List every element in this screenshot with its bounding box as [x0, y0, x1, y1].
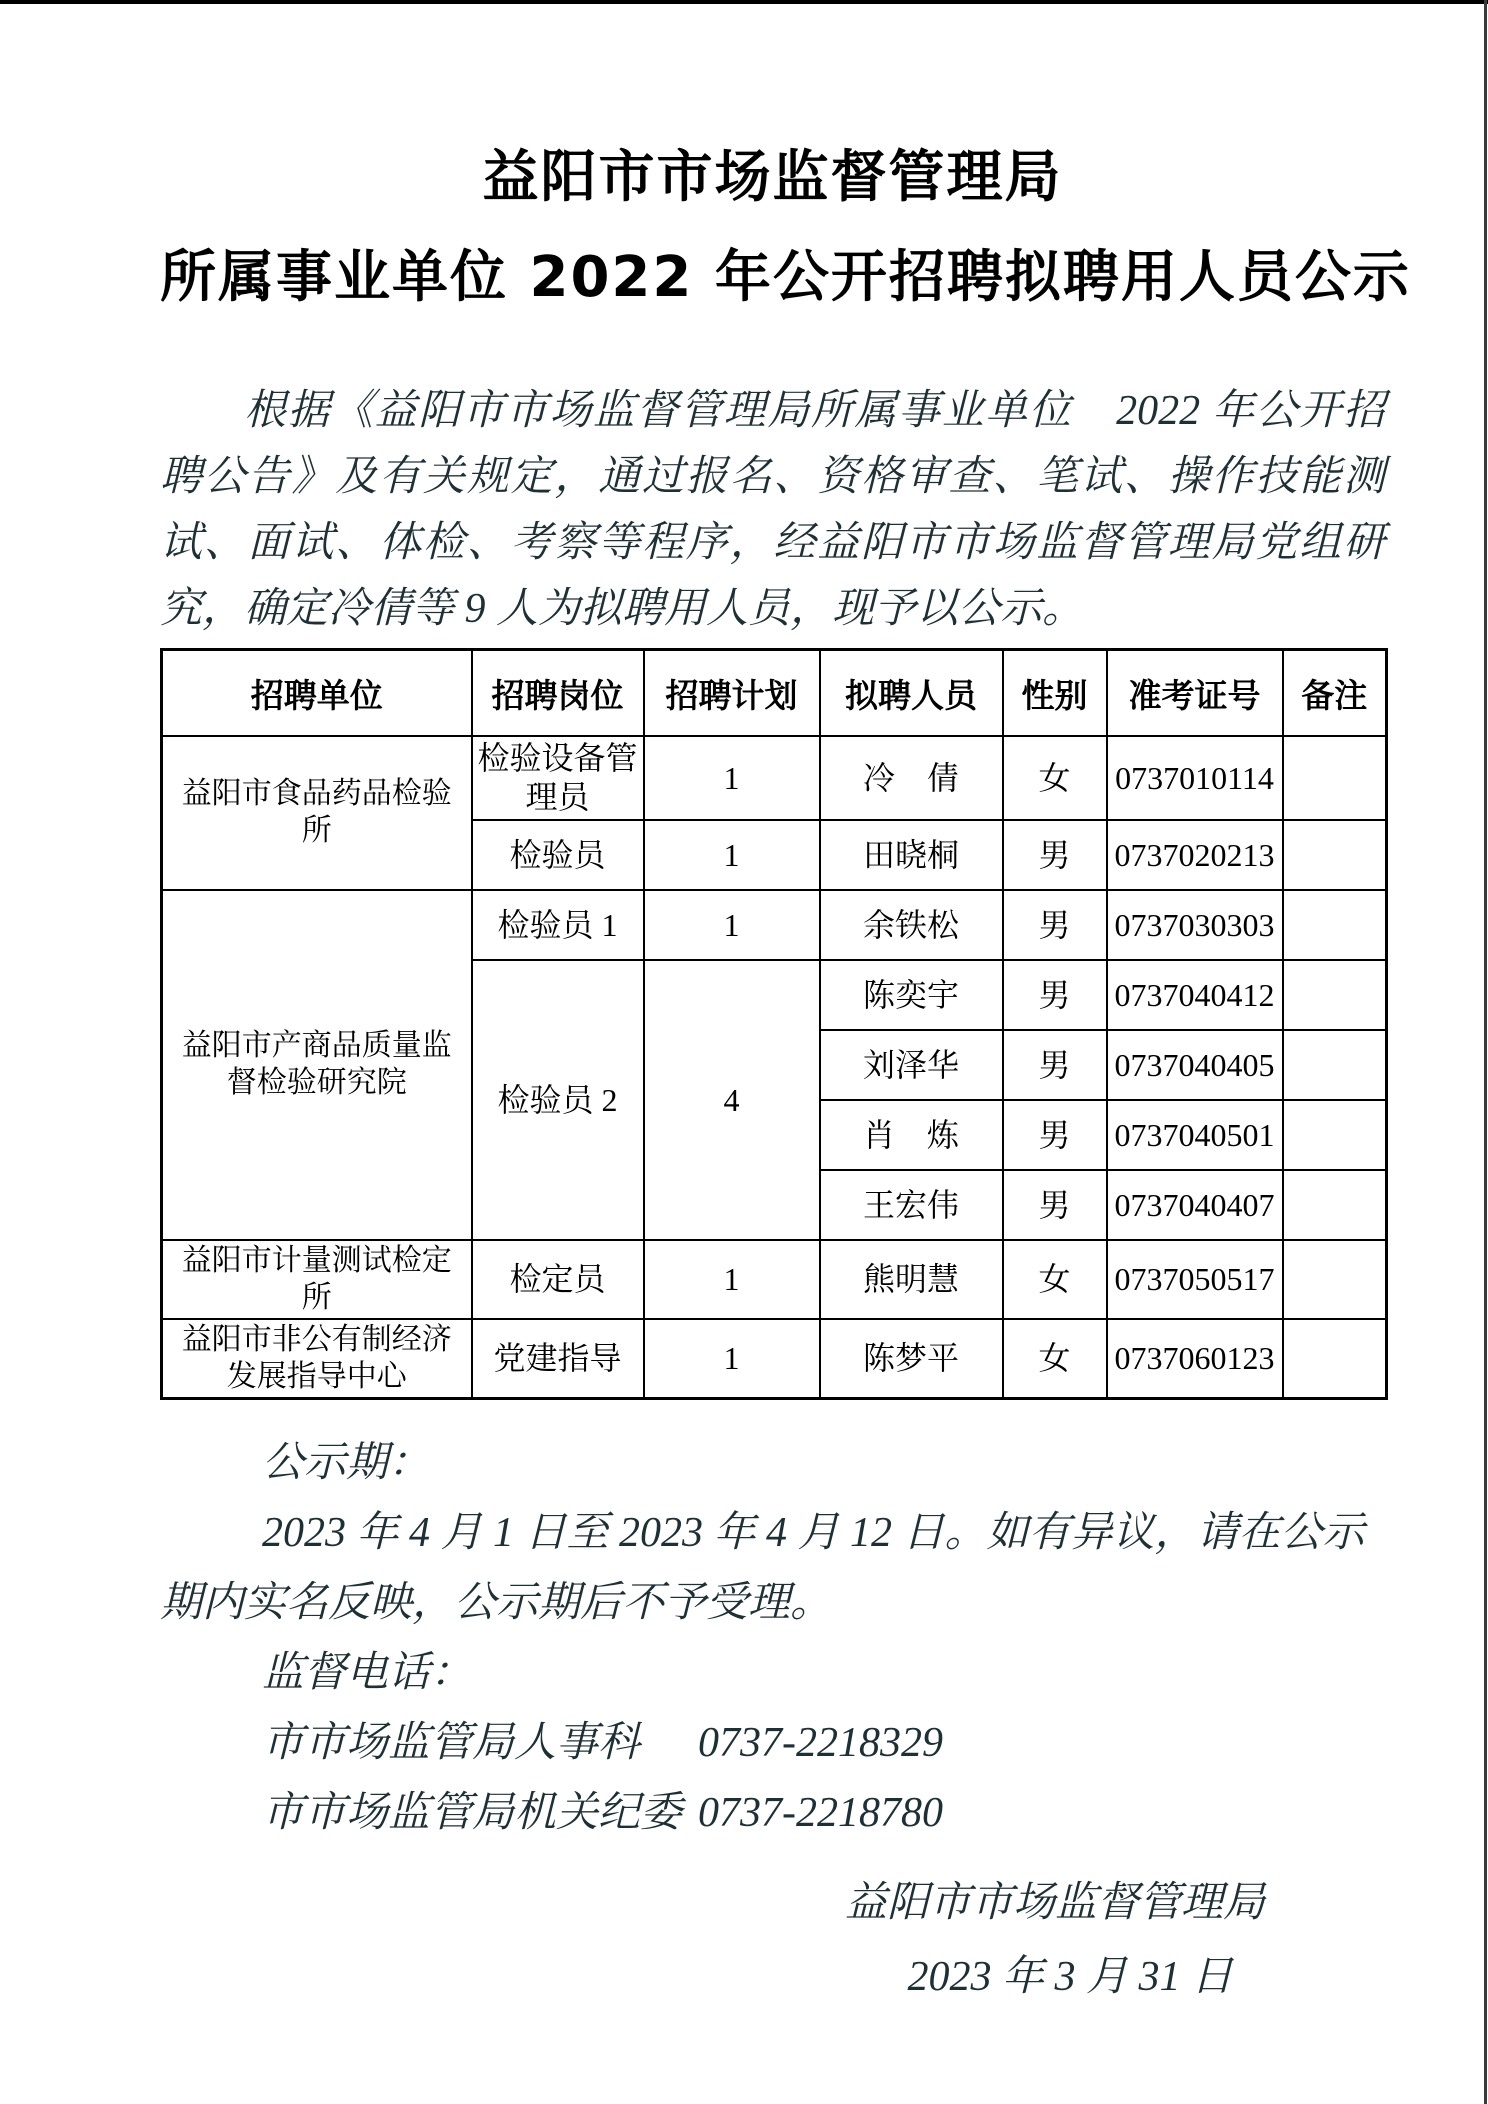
cell-position: 检验员 2 — [472, 960, 644, 1240]
cell-remark — [1283, 820, 1387, 890]
signature-date: 2023 年 3 月 31 日 — [907, 1954, 1233, 2001]
cell-candidate: 田晓桐 — [820, 820, 1003, 890]
cell-candidate: 冷 倩 — [820, 736, 1003, 820]
title-line-1: 益阳市市场监督管理局 — [482, 145, 1063, 210]
cell-unit: 益阳市食品药品检验所 — [162, 736, 472, 890]
cell-remark — [1283, 890, 1387, 960]
cell-ticket-no: 0737020213 — [1107, 820, 1283, 890]
cell-ticket-no: 0737050517 — [1107, 1240, 1283, 1319]
cell-gender: 女 — [1003, 1240, 1107, 1319]
intro-paragraph — [160, 378, 1385, 642]
cell-candidate: 王宏伟 — [820, 1170, 1003, 1240]
cell-remark — [1283, 736, 1387, 820]
header-position: 招聘岗位 — [472, 650, 644, 737]
signature-block — [160, 1866, 1385, 2014]
cell-position: 检验员 — [472, 820, 644, 890]
cell-plan: 1 — [644, 1319, 820, 1399]
cell-gender: 男 — [1003, 1170, 1107, 1240]
cell-plan: 1 — [644, 1240, 820, 1319]
scan-artifact-right-line — [1484, 0, 1487, 2104]
cell-candidate: 肖 炼 — [820, 1100, 1003, 1170]
cell-unit: 益阳市非公有制经济发展指导中心 — [162, 1319, 472, 1399]
phone-number-hr: 0737-2218329 — [698, 1720, 943, 1767]
cell-position: 检定员 — [472, 1240, 644, 1319]
phone-entry-hr — [160, 1708, 1385, 1778]
cell-gender: 女 — [1003, 736, 1107, 820]
phone-number-discipline: 0737-2218780 — [698, 1790, 943, 1837]
cell-plan: 1 — [644, 890, 820, 960]
intro-line: 聘公告》及有关规定，通过报名、资格审查、笔试、操作技能测 — [160, 454, 1385, 500]
notice-section — [160, 1428, 1385, 1848]
notice-period-label: 公示期： — [262, 1440, 431, 1487]
cell-gender: 女 — [1003, 1319, 1107, 1399]
cell-position: 检验设备管理员 — [472, 736, 644, 820]
notice-period-rule: 期内实名反映，公示期后不予受理。 — [160, 1580, 833, 1627]
phone-entry-discipline — [160, 1778, 1385, 1848]
phone-dept-discipline: 市市场监管局机关纪委 — [262, 1790, 683, 1837]
intro-line: 根据《益阳市市场监督管理局所属事业单位 2022 年公开招 — [244, 388, 1385, 434]
table-row — [162, 890, 1387, 960]
recruitment-table — [160, 648, 1388, 1400]
header-candidate: 拟聘人员 — [820, 650, 1003, 737]
cell-ticket-no: 0737040405 — [1107, 1030, 1283, 1100]
table-row — [162, 1240, 1387, 1319]
cell-ticket-no: 0737010114 — [1107, 736, 1283, 820]
cell-ticket-no: 0737040501 — [1107, 1100, 1283, 1170]
cell-ticket-no: 0737040412 — [1107, 960, 1283, 1030]
notice-phone-label: 监督电话： — [262, 1650, 473, 1697]
header-remark: 备注 — [1283, 650, 1387, 737]
cell-remark — [1283, 1030, 1387, 1100]
cell-unit: 益阳市产商品质量监督检验研究院 — [162, 890, 472, 1240]
cell-candidate: 熊明慧 — [820, 1240, 1003, 1319]
cell-plan: 1 — [644, 820, 820, 890]
header-ticket-no: 准考证号 — [1107, 650, 1283, 737]
cell-gender: 男 — [1003, 1030, 1107, 1100]
intro-line: 究，确定冷倩等 9 人为拟聘用人员，现予以公示。 — [160, 586, 1085, 632]
cell-plan: 1 — [644, 736, 820, 820]
cell-remark — [1283, 1170, 1387, 1240]
notice-period-dates: 2023 年 4 月 1 日至 2023 年 4 月 12 日。如有异议，请在公示 — [262, 1510, 1365, 1557]
cell-remark — [1283, 1100, 1387, 1170]
cell-candidate: 余铁松 — [820, 890, 1003, 960]
cell-ticket-no: 0737030303 — [1107, 890, 1283, 960]
cell-position: 党建指导 — [472, 1319, 644, 1399]
table-row — [162, 736, 1387, 820]
cell-remark — [1283, 1240, 1387, 1319]
table-header-row — [162, 650, 1387, 737]
cell-plan: 4 — [644, 960, 820, 1240]
title-line-2: 所属事业单位 2022 年公开招聘拟聘用人员公示 — [160, 245, 1411, 310]
cell-position: 检验员 1 — [472, 890, 644, 960]
cell-gender: 男 — [1003, 1100, 1107, 1170]
cell-ticket-no: 0737060123 — [1107, 1319, 1283, 1399]
cell-candidate: 刘泽华 — [820, 1030, 1003, 1100]
cell-candidate: 陈奕宇 — [820, 960, 1003, 1030]
table-row — [162, 1319, 1387, 1399]
cell-remark — [1283, 960, 1387, 1030]
cell-gender: 男 — [1003, 820, 1107, 890]
document-title — [160, 128, 1411, 328]
header-gender: 性别 — [1003, 650, 1107, 737]
document-content — [160, 0, 1411, 2014]
cell-remark — [1283, 1319, 1387, 1399]
phone-dept-hr: 市市场监管局人事科 — [262, 1720, 641, 1767]
header-plan: 招聘计划 — [644, 650, 820, 737]
signature-org: 益阳市市场监督管理局 — [844, 1880, 1265, 1927]
cell-gender: 男 — [1003, 890, 1107, 960]
cell-candidate: 陈梦平 — [820, 1319, 1003, 1399]
cell-gender: 男 — [1003, 960, 1107, 1030]
header-unit: 招聘单位 — [162, 650, 472, 737]
cell-ticket-no: 0737040407 — [1107, 1170, 1283, 1240]
intro-line: 试、面试、体检、考察等程序，经益阳市市场监督管理局党组研 — [160, 520, 1385, 566]
cell-unit: 益阳市计量测试检定所 — [162, 1240, 472, 1319]
